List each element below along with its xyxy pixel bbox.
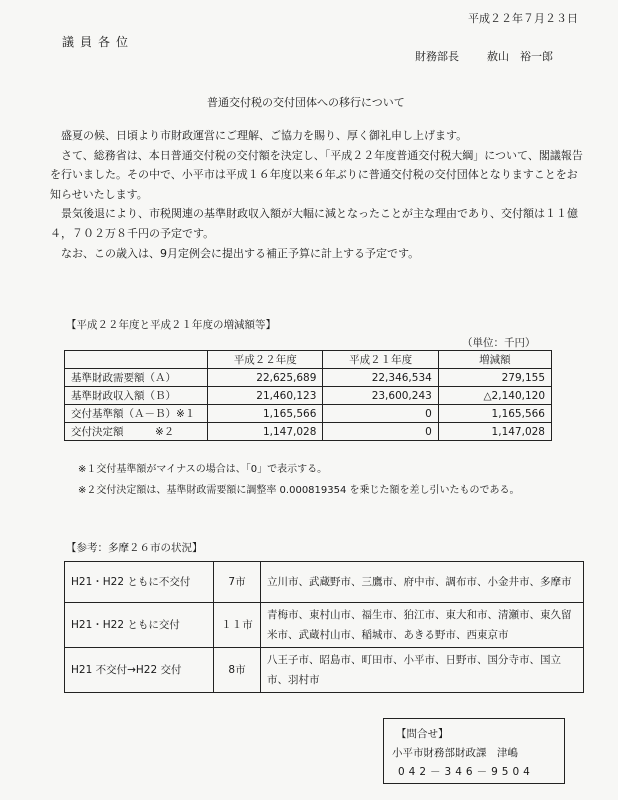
table-header-cell: 平成２１年度 — [323, 351, 438, 369]
addressee: 議員各位 — [62, 35, 135, 49]
section2-title: 【参考：多摩２６市の状況】 — [66, 542, 203, 554]
table-cell: 1,165,566 — [208, 405, 323, 423]
fiscal-table — [64, 350, 552, 441]
table-cell: 23,600,243 — [323, 387, 438, 405]
paragraph-3: 景気後退により、市税関連の基準財政収入額が大幅に減となったことが主な理由であり、交付額は１１億４，７０２万８千円の予定です。 — [50, 207, 578, 240]
paragraph-2: さて、総務省は、本日普通交付税の交付額を決定し、「平成２２年度普通交付税大綱」について、閣議報告を行いました。その中で、小平市は平成１６年度以来６年ぶりに普通交付税の交付団体となりますことをお知らせいたします。 — [50, 148, 583, 201]
table-cell: 0 — [323, 423, 438, 441]
table-cell: H21・H22 ともに交付 — [65, 603, 214, 648]
table-cell: 基準財政収入額（Ｂ） — [65, 387, 208, 405]
table-cell: 7市 — [214, 562, 261, 603]
document-title: 普通交付税の交付団体への移行について — [207, 96, 405, 109]
table-cell: 1,147,028 — [208, 423, 323, 441]
unit-label: （単位：千円） — [462, 337, 536, 349]
table-header-cell: 増減額 — [438, 351, 551, 369]
table-cell: H21 不交付→H22 交付 — [65, 648, 214, 693]
table-cell: 8市 — [214, 648, 261, 693]
sender-name: 赦山 裕一郎 — [487, 50, 553, 63]
table-cell: △2,140,120 — [438, 387, 551, 405]
table-row — [65, 387, 552, 405]
table-cell: １１市 — [214, 603, 261, 648]
table-cell: H21・H22 ともに不交付 — [65, 562, 214, 603]
document-date: 平成２２年７月２３日 — [468, 12, 578, 25]
contact-phone: 042－346－9504 — [398, 766, 534, 778]
table-cell: 22,625,689 — [208, 369, 323, 387]
contact-office: 小平市財務部財政課 津嶋 — [392, 747, 518, 759]
table-cell: 279,155 — [438, 369, 551, 387]
sender-dept: 財務部長 — [415, 50, 459, 63]
table-cell: 交付基準額（Ａ－Ｂ）※１ — [65, 405, 208, 423]
contact-box — [383, 718, 565, 784]
sender — [415, 48, 581, 64]
footnote-2: ※２交付決定額は、基準財政需要額に調整率 0.000819354 を乗じた額を差し引いたものである。 — [78, 485, 520, 496]
table-cell: 立川市、武蔵野市、三鷹市、府中市、調布市、小金井市、多摩市 — [261, 562, 584, 603]
table-cell: 21,460,123 — [208, 387, 323, 405]
table-cell: 1,165,566 — [438, 405, 551, 423]
table-cell: 基準財政需要額（Ａ） — [65, 369, 208, 387]
table-header-row — [65, 351, 552, 369]
table-cell: 0 — [323, 405, 438, 423]
paragraph-1: 盛夏の候、日頃より市財政運営にご理解、ご協力を賜り、厚く御礼申し上げます。 — [61, 129, 468, 142]
table-header-cell — [65, 351, 208, 369]
table-row — [65, 603, 584, 648]
table-row — [65, 405, 552, 423]
paragraph-4: なお、この歳入は、9月定例会に提出する補正予算に計上する予定です。 — [61, 246, 420, 260]
table-cell: 22,346,534 — [323, 369, 438, 387]
table-row — [65, 562, 584, 603]
table-cell: 青梅市、東村山市、福生市、狛江市、東大和市、清瀬市、東久留米市、武蔵村山市、稲城市、あきる野市、西東京市 — [261, 603, 584, 648]
contact-label: 【問合せ】 — [396, 728, 449, 740]
table-header-cell: 平成２２年度 — [208, 351, 323, 369]
tama-cities-table — [64, 561, 584, 693]
footnote-1: ※１交付基準額がマイナスの場合は、「0」で表示する。 — [78, 464, 328, 475]
table-row — [65, 423, 552, 441]
table-cell: 交付決定額 ※２ — [65, 423, 208, 441]
table-cell: 1,147,028 — [438, 423, 551, 441]
body-text — [50, 126, 585, 263]
table-row — [65, 369, 552, 387]
section1-title: 【平成２２年度と平成２１年度の増減額等】 — [66, 319, 276, 331]
table-cell: 八王子市、昭島市、町田市、小平市、日野市、国分寺市、国立市、羽村市 — [261, 648, 584, 693]
table-row — [65, 648, 584, 693]
